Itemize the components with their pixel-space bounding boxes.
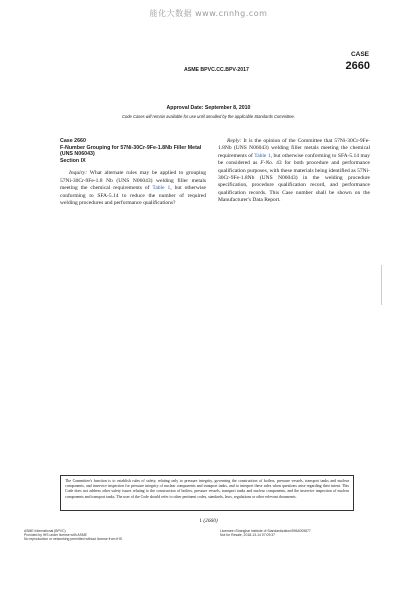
case-label: CASE [350, 51, 369, 58]
colophon-left [24, 529, 122, 542]
inquiry-paragraph [60, 170, 206, 207]
table-1-link[interactable]: Table 1 [152, 185, 171, 192]
right-column [218, 138, 370, 205]
reply-text-2: , but otherwise conforming to SFA-5.14 may be considered as [218, 152, 370, 167]
inquiry-text-2: , but otherwise conforming to SFA-5.14 to reduce the number of required welding procedures and performance qualifications? [60, 185, 206, 206]
inquiry-label: Inquiry: [69, 170, 88, 177]
reply-text-3: 43 for both procedure and performance qualification purposes, with these materials being identified as 57Ni-30Cr-9Fe-1.8Nb (UNS N06043) in the welding procedure specification, procedure qualification record, and performance qualification records. This Case number shall be shown on the Manufacturer's Data Report. [218, 160, 370, 204]
colophon-right [220, 529, 311, 537]
case-section: Section IX [60, 157, 86, 164]
colophon-line: ASME International (BPVC) [24, 529, 66, 533]
page-case-ref: (2660) [203, 518, 218, 524]
reply-paragraph [218, 138, 370, 205]
code-book-header: ASME BPVC.CC.BPV-2017 [184, 67, 249, 73]
colophon-line: Licensee=Shanghai Institute of Standardization/5964009877 [220, 529, 311, 533]
page-number-value: 1 [199, 518, 202, 524]
table-1-link[interactable]: Table 1 [254, 152, 271, 159]
approval-date: Approval Date: September 8, 2010 [166, 105, 251, 111]
left-column [60, 138, 206, 207]
committee-notice-box [60, 475, 354, 511]
colophon-line: Not for Resale, 2018-13-14 07:09:37 [220, 533, 276, 538]
case-title: F-Number Grouping for 57Ni-30Cr-9Fe-1.8Nb Filler Metal (UNS N06043) [60, 144, 202, 158]
inquiry-text-1: What alternate rules may be applied to grouping 57Ni-30Cr-9Fe-1.8 Nb (UNS N06043) welding filler metals meeting the chemical requirements of [60, 170, 206, 192]
committee-notice-text: The Committee's function is to establish rules of safety, relating only to pressure integrity, governing the construction of boilers, pressure vessels, transport tanks and nuclear components, and inservice inspection for pressure integrity of nuclear components and transport tanks, and to interpret these rules when questions arise regarding their intent. This Code does not address other safety issues relating to the construction of boilers, pressure vessels, transport tanks and nuclear components, and the inservice inspection of nuclear components and transport tanks. The user of the Code should refer to other pertinent codes, standards, laws, regulations or other relevant documents. [65, 479, 349, 499]
reply-fno: F-No. [260, 160, 274, 167]
case-number-heading: Case 2660 [60, 138, 86, 144]
reply-label: Reply: [227, 138, 242, 144]
reply-text-1: It is the opinion of the Committee that 57Ni-30Cr-9Fe-1.8Nb (UNS N06043) welding filler metals meeting the chemical requirements of [218, 138, 371, 159]
approval-notice: Code Cases will remain available for use until annulled by the applicable Standards Committee. [122, 114, 295, 119]
colophon-line: No reproduction or networking permitted without license from IHS [24, 537, 122, 542]
case-heading [60, 138, 206, 164]
margin-mark [381, 265, 382, 305]
page-number [0, 518, 417, 524]
case-number: 2660 [345, 60, 370, 72]
watermark: 能化大数据 www.cnnhg.com [149, 9, 268, 18]
colophon-line: Provided by IHS under license with ASME [24, 533, 87, 538]
